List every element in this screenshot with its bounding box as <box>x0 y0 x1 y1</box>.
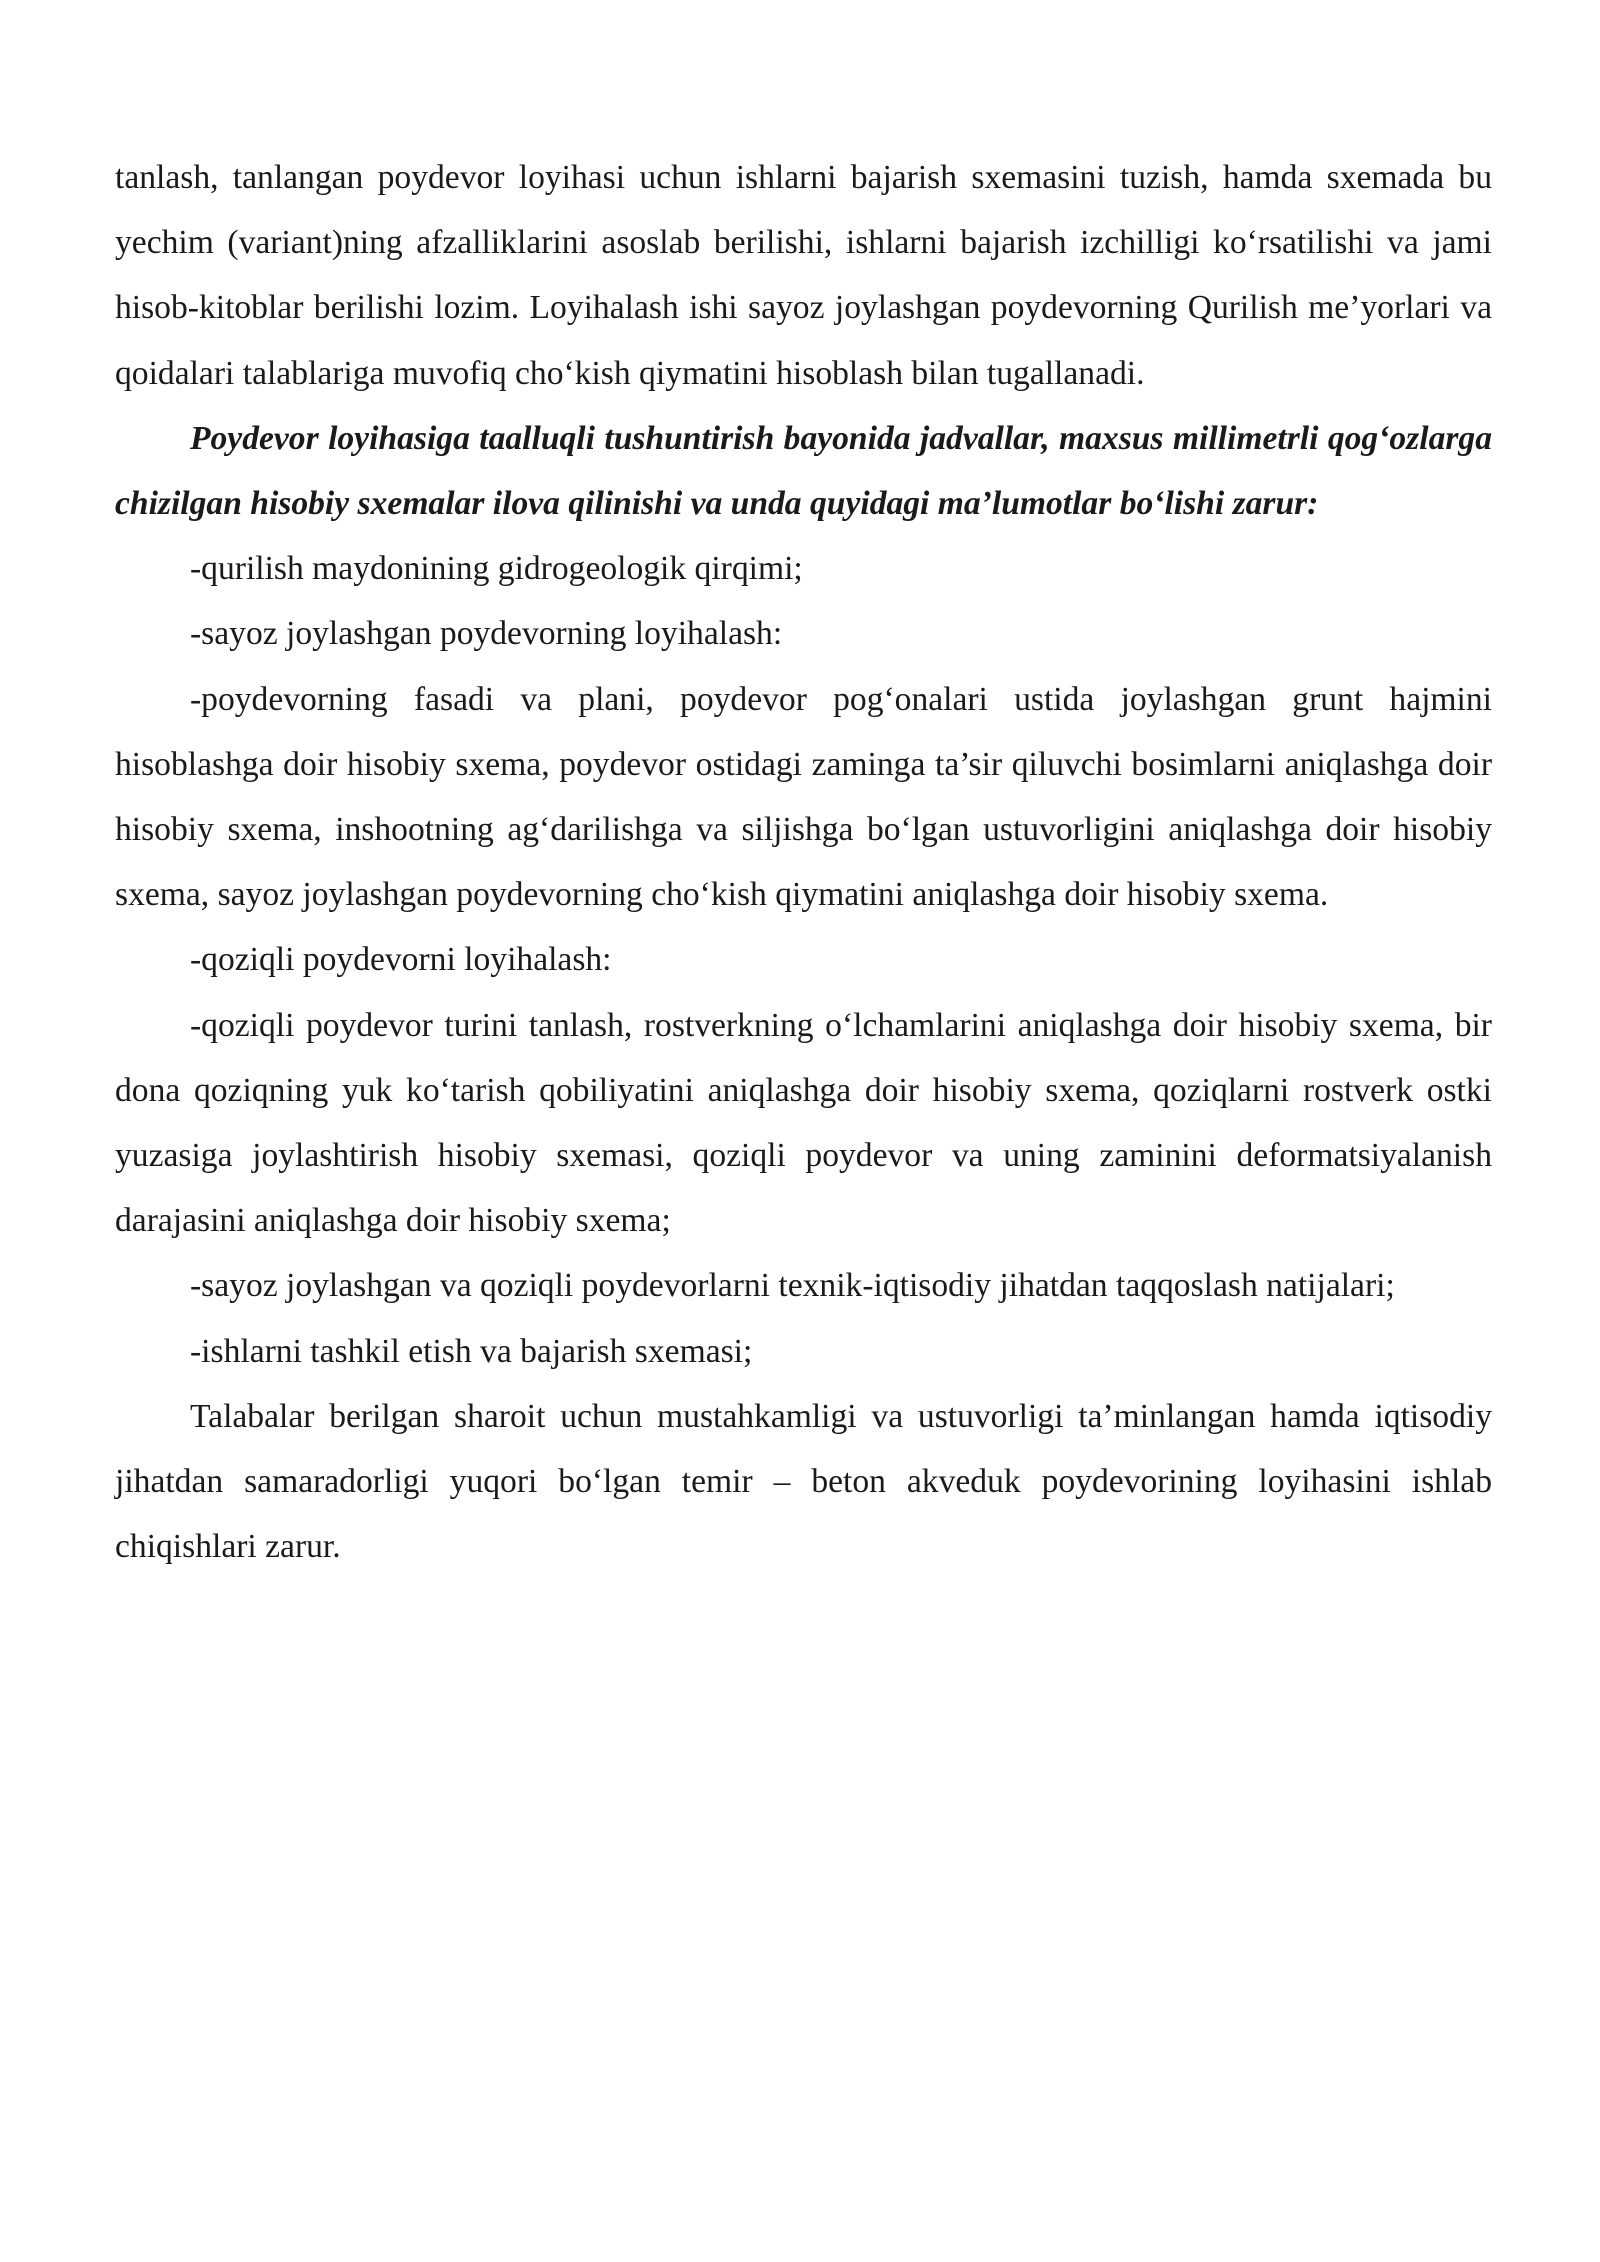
paragraph-continuation: tanlash, tanlangan poydevor loyihasi uchun ishlarni bajarish sxemasini tuzish, hamda sxemada bu yechim (variant)ning afzalliklarini asoslab berilishi, ishlarni bajarish izchilligi ko‘rsatilishi va jami hisob-kitoblar berilishi lozim. Loyihalash ishi sayoz joylashgan poydevorning Qurilish me’yorlari va qoidalari talablariga muvofiq cho‘kish qiymatini hisoblash bilan tugallanadi. <box>115 159 1492 392</box>
list-item-shallow-foundation-schemes: -poydevorning fasadi va plani, poydevor pog‘onalari ustida joylashgan grunt hajmini hisoblashga doir hisobiy sxema, poydevor ostidagi zaminga ta’sir qiluvchi bosimlarni aniqlashga doir hisobiy sxema, inshootning ag‘darilishga va siljishga bo‘lgan ustuvorligini aniqlashga doir hisobiy sxema, sayoz joylashgan poydevorning cho‘kish qiymatini aniqlashga doir hisobiy sxema. <box>115 680 1492 914</box>
list-item-pile-foundation-design: -qoziqli poydevorni loyihalash: <box>190 941 612 979</box>
list-item-shallow-foundation-design: -sayoz joylashgan poydevorning loyihalash: <box>190 615 783 653</box>
paragraph-requirements-heading: Poydevor loyihasiga taalluqli tushuntirish bayonida jadvallar, maxsus millimetrli qog‘ozlarga chizilgan hisobiy sxemalar ilova qilinishi va unda quyidagi ma’lumotlar bo‘lishi zarur: <box>115 419 1492 523</box>
list-item-work-organization: -ishlarni tashkil etish va bajarish sxemasi; <box>190 1332 753 1370</box>
list-item-comparison-results: -sayoz joylashgan va qoziqli poydevorlarni texnik-iqtisodiy jihatdan taqqoslash natijalari; <box>190 1267 1395 1305</box>
paragraph-conclusion: Talabalar berilgan sharoit uchun mustahkamligi va ustuvorligi ta’minlangan hamda iqtisodiy jihatdan samaradorligi yuqori bo‘lgan temir – beton akveduk poydevorining loyihasini ishlab chiqishlari zarur. <box>115 1397 1492 1566</box>
list-item-pile-foundation-schemes: -qoziqli poydevor turini tanlash, rostverkning o‘lchamlarini aniqlashga doir hisobiy sxema, bir dona qoziqning yuk ko‘tarish qobiliyatini aniqlashga doir hisobiy sxema, qoziqlarni rostverk ostki yuzasiga joylashtirish hisobiy sxemasi, qoziqli poydevor va uning zaminini deformatsiyalanish darajasini aniqlashga doir hisobiy sxema; <box>115 1006 1492 1240</box>
list-item-hydrogeological-section: -qurilish maydonining gidrogeologik qirqimi; <box>190 550 803 588</box>
